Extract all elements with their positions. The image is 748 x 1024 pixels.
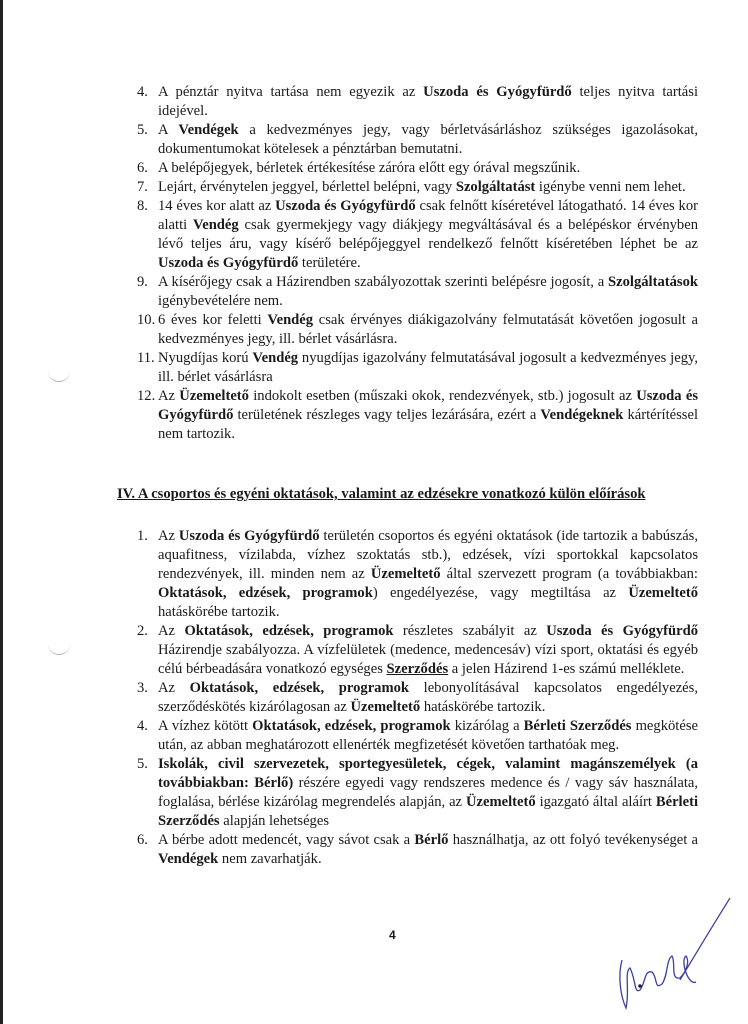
punch-hole-mark xyxy=(48,644,70,655)
item-number: 12. xyxy=(137,388,156,404)
text-run: csak gyermekjegy vagy diákjegy megváltásával és a belépéskor érvényben lévő teljes áru, vagy kísérő belépőjeggyel rendelkező felnőtt kíséretében léphet be az xyxy=(158,217,698,252)
defined-term: Uszoda és Gyógyfürdő xyxy=(178,528,320,544)
signature-stroke xyxy=(620,956,696,1008)
text-run: 6 éves kor feletti xyxy=(158,312,268,328)
rules-list-section-iv xyxy=(137,527,698,869)
item-number: 9. xyxy=(137,274,148,290)
text-run: igénybe venni nem lehet. xyxy=(535,179,686,195)
text-run: Lejárt, érvénytelen jeggyel, bérlettel belépni, vagy xyxy=(158,179,456,195)
defined-term: Uszoda és Gyógyfürdő xyxy=(158,255,299,271)
defined-term: Üzemeltető xyxy=(350,699,421,715)
item-number: 5. xyxy=(137,756,148,772)
list-item xyxy=(137,527,698,622)
item-number: 10. xyxy=(137,312,156,328)
text-run: ) engedélyezése, vagy megtiltása az xyxy=(372,585,629,601)
item-number: 11. xyxy=(137,350,155,366)
text-run: csak érvényes diákigazolvány felmutatását követően jogosult a kedvezményes jegy, ill. bérlet vásárlásra. xyxy=(158,312,698,347)
item-number: 1. xyxy=(137,528,148,544)
list-item xyxy=(137,679,698,717)
list-item xyxy=(137,178,698,197)
item-text xyxy=(158,197,698,273)
text-run: A vízhez kötött xyxy=(158,718,253,734)
defined-term: Vendégek xyxy=(178,122,239,138)
text-run: Az xyxy=(158,388,180,404)
defined-term: Szolgáltatást xyxy=(455,179,536,195)
text-run: nem zavarhatják. xyxy=(218,851,322,867)
defined-term: Bérleti Szerződés xyxy=(523,718,632,734)
signature-image xyxy=(600,890,748,1024)
item-number: 6. xyxy=(137,832,148,848)
text-run: teljes nyitva tartási idejével. xyxy=(158,84,698,119)
item-text xyxy=(158,755,698,831)
defined-term: Iskolák, civil szervezetek, sportegyesületek, cégek, valamint magánszemélyek (a továbbiakban: Bérlő) xyxy=(158,756,698,791)
defined-term: Üzemeltető xyxy=(179,388,249,404)
text-run: A pénztár nyitva tartása nem egyezik az xyxy=(158,84,424,100)
defined-term: Szolgáltatások xyxy=(608,274,698,290)
defined-term: Uszoda és Gyógyfürdő xyxy=(158,388,699,423)
text-run: a jelen Házirend 1-es számú melléklete. xyxy=(448,661,685,677)
text-run: igénybevételére nem. xyxy=(158,293,283,309)
item-text xyxy=(158,311,698,349)
defined-term: Vendég xyxy=(252,350,299,366)
defined-term: Üzemeltető xyxy=(465,794,536,810)
text-run: igazgató által aláírt xyxy=(535,794,656,810)
item-text xyxy=(158,679,698,717)
defined-term: Vendég xyxy=(267,312,314,328)
text-run: kártérítéssel nem tartozik. xyxy=(158,407,699,442)
text-run: Házirendje szabályozza. A vízfelületek (medence, medencesáv) vízi sport, oktatási és egyéb célú bérbeadására vonatkozó egységes xyxy=(158,642,698,677)
defined-term: Oktatások, edzések, programok xyxy=(252,718,451,734)
list-item xyxy=(137,159,698,178)
text-run: Az xyxy=(158,623,185,639)
defined-term: Oktatások, edzések, programok xyxy=(189,680,410,696)
rules-list-continued xyxy=(137,83,698,444)
text-run: megkötése után, az abban meghatározott ellenérték megfizetését követően tarthatóak meg. xyxy=(158,718,698,753)
list-item xyxy=(137,387,698,444)
text-run: A belépőjegyek, bérletek értékesítése záróra előtt egy órával megszűnik. xyxy=(158,160,581,176)
item-number: 6. xyxy=(137,160,148,176)
item-text xyxy=(158,349,698,387)
list-item xyxy=(137,121,698,159)
defined-term: Vendégek xyxy=(158,851,219,867)
text-run: részletes szabályit az xyxy=(393,623,547,639)
defined-term: Uszoda és Gyógyfürdő xyxy=(546,623,699,639)
page-number: 4 xyxy=(389,928,396,942)
text-run: indokolt esetben (műszaki okok, rendezvények, stb.) jogosult az xyxy=(248,388,637,404)
item-number: 4. xyxy=(137,718,148,734)
defined-term: Oktatások, edzések, programok xyxy=(158,585,373,601)
text-run: nyugdíjas igazolvány felmutatásával jogosult a kedvezményes jegy, ill. bérlet vásárlásra xyxy=(158,350,698,385)
item-text xyxy=(158,527,698,622)
item-number: 7. xyxy=(137,179,148,195)
text-run: kizárólag a xyxy=(450,718,524,734)
text-run: Az xyxy=(158,680,190,696)
text-run: területén csoportos és egyéni oktatások (ide tartozik a babúszás, aquafitness, vízilabda, vízhez szoktatás stb.), edzések, vízi sportokkal kapcsolatos rendezvények, ill. minden nem az xyxy=(158,528,699,582)
item-text xyxy=(158,159,698,178)
text-run: által szervezett program (a továbbiakban: xyxy=(440,566,698,582)
item-text xyxy=(158,622,698,679)
list-item xyxy=(137,349,698,387)
text-run: hatáskörébe tartozik. xyxy=(420,699,546,715)
list-item xyxy=(137,622,698,679)
signature-stroke xyxy=(680,898,730,980)
item-text xyxy=(158,273,698,311)
text-run: A bérbe adott medencét, vagy sávot csak a xyxy=(158,832,415,848)
item-number: 5. xyxy=(137,122,148,138)
list-item xyxy=(137,755,698,831)
text-run: Az xyxy=(158,528,179,544)
defined-term: Oktatások, edzések, programok xyxy=(184,623,394,639)
item-number: 2. xyxy=(137,623,148,639)
defined-term: Bérleti Szerződés xyxy=(158,794,698,829)
defined-term: Vendégeknek xyxy=(540,407,624,423)
item-text xyxy=(158,717,698,755)
text-run: használhatja, az ott folyó tevékenységet a xyxy=(448,832,699,848)
item-text xyxy=(158,121,698,159)
text-run: A xyxy=(158,122,179,138)
text-run: a kedvezményes jegy, vagy bérletvásárláshoz szükséges igazolásokat, dokumentumokat kötelesek a pénztárban bemutatni. xyxy=(158,122,699,157)
text-run: csak felnőtt kíséretével látogatható. 14 éves kor alatti xyxy=(158,198,698,233)
list-item xyxy=(137,197,698,273)
item-number: 8. xyxy=(137,198,148,214)
defined-term: Bérlő xyxy=(414,832,449,848)
list-item xyxy=(137,311,698,349)
text-run: alapján lehetséges xyxy=(219,813,330,829)
defined-term: Vendég xyxy=(193,217,239,233)
item-text xyxy=(158,831,698,869)
list-item xyxy=(137,273,698,311)
text-run: területének részleges vagy teljes lezárására, ezért a xyxy=(233,407,541,423)
list-item xyxy=(137,83,698,121)
section-heading: IV. A csoportos és egyéni oktatások, valamint az edzésekre vonatkozó külön előírások xyxy=(117,486,646,502)
defined-term: Szerződés xyxy=(386,661,449,677)
item-text xyxy=(158,387,698,444)
item-text xyxy=(158,178,698,197)
text-run: részére egyedi vagy rendszeres medence és / vagy sáv használata, foglalása, bérlése kizárólag megrendelés alapján, az xyxy=(158,775,699,810)
scan-edge xyxy=(0,0,3,1024)
punch-hole-mark xyxy=(48,371,70,382)
text-run: 14 éves kor alatt az xyxy=(158,198,276,214)
defined-term: Uszoda és Gyógyfürdő xyxy=(423,84,572,100)
list-item xyxy=(137,831,698,869)
item-number: 3. xyxy=(137,680,148,696)
item-number: 4. xyxy=(137,84,148,100)
text-run: Nyugdíjas korú xyxy=(158,350,253,366)
text-run: területére. xyxy=(298,255,361,271)
text-run: hatáskörébe tartozik. xyxy=(158,604,280,620)
text-run: A kísérőjegy csak a Házirendben szabályozottak szerinti belépésre jogosít, a xyxy=(158,274,608,290)
defined-term: Uszoda és Gyógyfürdő xyxy=(275,198,416,214)
text-run: lebonyolításával kapcsolatos engedélyezés, szerződéskötés kizárólagosan az xyxy=(158,680,698,715)
defined-term: Üzemeltető xyxy=(370,566,441,582)
defined-term: Üzemeltető xyxy=(628,585,698,601)
item-text xyxy=(158,83,698,121)
list-item xyxy=(137,717,698,755)
